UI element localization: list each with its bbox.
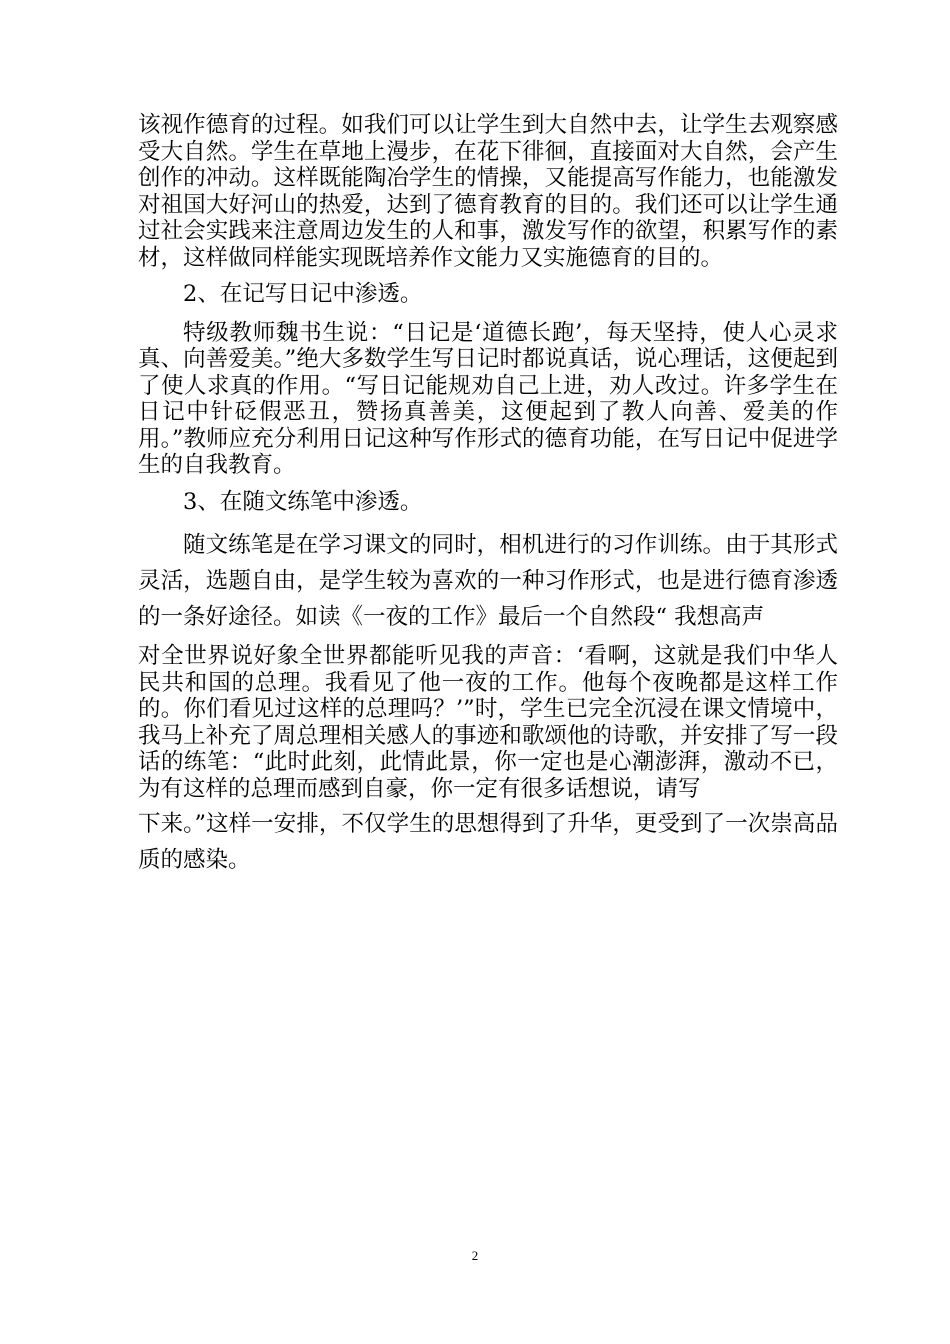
paragraph-writing-practice-intro: 随文练笔是在学习课文的同时，相机进行的习作训练。由于其形式灵活，选题自由，是学生较为喜欢的一种习作形式，也是进行德育渗透的一条好途径。如读《一夜的工作》最后一个自然段“ 我想高声 xyxy=(138,532,838,630)
paragraph-writing-practice-conclusion: 下来。”这样一安排，不仅学生的思想得到了升华，更受到了一次崇高品质的感染。 xyxy=(138,811,838,873)
paragraph-moral-education-nature: 该视作德育的过程。如我们可以让学生到大自然中去，让学生去观察感受大自然。学生在草地上漫步，在花下徘徊，直接面对大自然，会产生创作的冲动。这样既能陶冶学生的情操，又能提高写作能力，也能激发对祖国大好河山的热爱，达到了德育教育的目的。我们还可以让学生通过社会实践来注意周边发生的人和事，激发写作的欲望，积累写作的素材，这样做同样能实现既培养作文能力又实施德育的目的。 xyxy=(138,112,838,271)
section-heading-writing-practice: 3、在随文练笔中渗透。 xyxy=(183,488,423,515)
page-body xyxy=(138,112,838,888)
page-number: 2 xyxy=(471,1248,479,1263)
section-heading-diary: 2、在记写日记中渗透。 xyxy=(183,281,423,307)
paragraph-diary: 特级教师魏书生说：“日记是‘道德长跑’，每天坚持，使人心灵求真、向善爱美。”绝大多数学生写日记时都说真话，说心理话，这便起到了使人求真的作用。“写日记能规劝自己上进，劝人改过。许多学生在日记中针砭假恶丑，赞扬真善美，这便起到了教人向善、爱美的作用。”教师应充分利用日记这种写作形式的德育功能，在写日记中促进学生的自我教育。 xyxy=(138,319,838,478)
paragraph-writing-practice-quote: 对全世界说好象全世界都能听见我的声音：‘看啊，这就是我们中华人民共和国的总理。我看见了他一夜的工作。他每个夜晚都是这样工作的。你们看见过这样的总理吗？’”时，学生已完全沉浸在课文情境中，我马上补充了周总理相关感人的事迹和歌颂他的诗歌，并安排了写一段话的练笔：“此时此刻，此情此景，你一定也是心潮澎湃，激动不已，为有这样的总理而感到自豪，你一定有很多话想说，请写 xyxy=(138,643,838,802)
